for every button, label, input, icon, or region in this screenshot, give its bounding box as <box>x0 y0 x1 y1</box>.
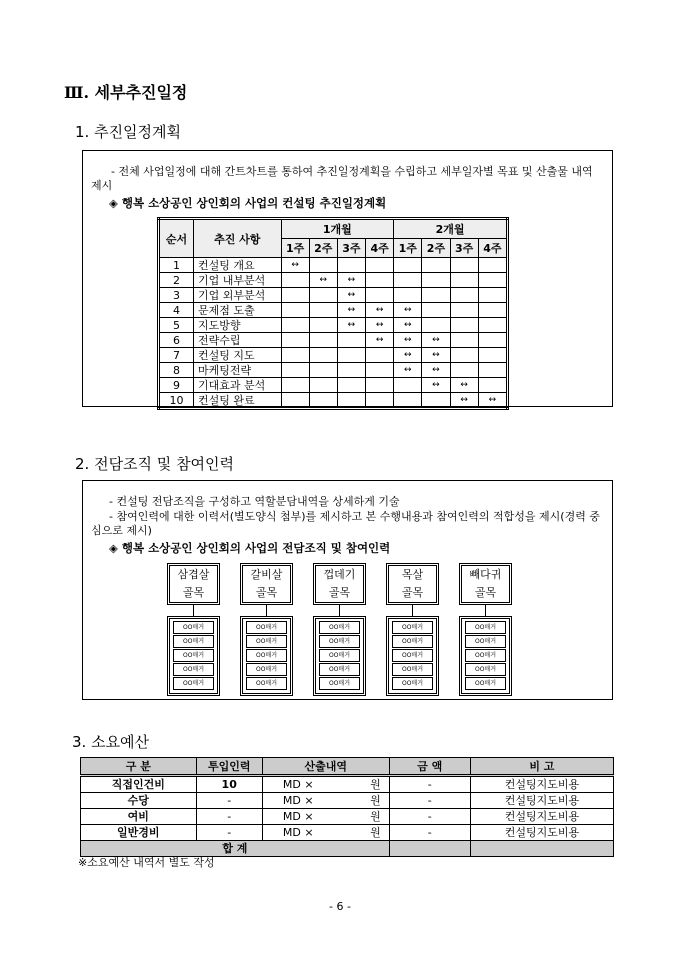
schedule-mark: ↔ <box>394 303 422 318</box>
table-row <box>159 393 508 409</box>
table-row <box>159 363 508 378</box>
schedule-cell <box>450 258 478 273</box>
org-member: OO매거 <box>465 677 506 690</box>
row-order: 10 <box>159 393 194 409</box>
schedule-cell <box>366 348 394 363</box>
budget-note: 컨설팅지도비용 <box>470 809 613 825</box>
schedule-cell <box>309 303 337 318</box>
section-title: Ⅲ. 세부추진일정 <box>64 83 188 102</box>
schedule-cell <box>422 258 450 273</box>
row-task: 기업 내부분석 <box>194 273 281 288</box>
org-member: OO매거 <box>392 621 433 634</box>
budget-calc-md: MD × <box>282 810 314 823</box>
schedule-mark: ↔ <box>366 333 394 348</box>
schedule-cell <box>450 333 478 348</box>
schedule-cell <box>478 288 507 303</box>
org-member: OO매거 <box>246 649 287 662</box>
budget-category: 일반경비 <box>81 825 197 841</box>
org-member: OO매거 <box>319 649 360 662</box>
org-unit-box <box>386 563 439 605</box>
row-order: 7 <box>159 348 194 363</box>
budget-calc-unit: 원 <box>370 794 381 807</box>
schedule-mark: ↔ <box>337 318 365 333</box>
row-task: 컨설팅 완료 <box>194 393 281 409</box>
org-member: OO매거 <box>319 677 360 690</box>
org-unit-box <box>313 563 366 605</box>
org-member: OO매거 <box>392 663 433 676</box>
table-row <box>159 273 508 288</box>
schedule-cell <box>281 348 309 363</box>
schedule-cell <box>366 393 394 409</box>
budget-table <box>80 757 614 857</box>
org-member: OO매거 <box>465 621 506 634</box>
schedule-cell <box>337 393 365 409</box>
org-chart-title: ◈ 행복 소상공인 상인회의 사업의 전담조직 및 참여인력 <box>109 541 391 555</box>
budget-total-note <box>470 841 613 857</box>
table-row <box>159 348 508 363</box>
org-unit-sub: 골목 <box>182 586 205 599</box>
org-member-list <box>313 616 366 696</box>
budget-input: 10 <box>196 776 262 793</box>
budget-calc <box>262 793 389 809</box>
budget-amount: - <box>389 809 470 825</box>
schedule-cell <box>422 318 450 333</box>
org-unit-name: 삼겹살 <box>177 568 210 581</box>
row-task: 기업 외부분석 <box>194 288 281 303</box>
budget-header: 산출내역 <box>262 758 389 776</box>
header-month1: 1개월 <box>281 219 394 239</box>
org-unit-name: 껍데기 <box>323 568 356 581</box>
row-order: 9 <box>159 378 194 393</box>
row-order: 2 <box>159 273 194 288</box>
row-task: 컨설팅 개요 <box>194 258 281 273</box>
schedule-cell <box>422 273 450 288</box>
schedule-mark: ↔ <box>394 348 422 363</box>
budget-header: 구 분 <box>81 758 197 776</box>
org-member-list <box>459 616 512 696</box>
table-row <box>159 318 508 333</box>
schedule-cell <box>394 258 422 273</box>
schedule-cell <box>394 273 422 288</box>
budget-amount: - <box>389 776 470 793</box>
org-unit-sub: 골목 <box>474 586 497 599</box>
org-unit-box <box>240 563 293 605</box>
budget-calc-unit: 원 <box>370 778 381 791</box>
org-member: OO매거 <box>319 621 360 634</box>
schedule-cell <box>281 273 309 288</box>
schedule-cell <box>450 318 478 333</box>
schedule-cell <box>337 333 365 348</box>
heading-organization: 2. 전담조직 및 참여인력 <box>75 455 235 473</box>
schedule-cell <box>450 288 478 303</box>
schedule-cell <box>366 363 394 378</box>
schedule-cell <box>337 363 365 378</box>
org-member: OO매거 <box>392 649 433 662</box>
org-connector <box>339 605 340 616</box>
org-member: OO매거 <box>173 663 214 676</box>
budget-total-label: 합 계 <box>81 841 390 857</box>
org-member: OO매거 <box>465 663 506 676</box>
schedule-mark: ↔ <box>366 318 394 333</box>
schedule-cell <box>478 318 507 333</box>
budget-header: 금 액 <box>389 758 470 776</box>
schedule-cell <box>309 348 337 363</box>
org-unit-name: 목살 <box>401 568 424 581</box>
budget-total-amount <box>389 841 470 857</box>
budget-calc <box>262 825 389 841</box>
row-task: 컨설팅 지도 <box>194 348 281 363</box>
budget-row <box>81 793 614 809</box>
schedule-cell <box>422 393 450 409</box>
row-order: 5 <box>159 318 194 333</box>
header-week: 2주 <box>422 239 450 258</box>
schedule-mark: ↔ <box>281 258 309 273</box>
budget-calc-md: MD × <box>282 778 314 791</box>
schedule-cell <box>478 303 507 318</box>
org-member: OO매거 <box>465 635 506 648</box>
org-description-1: - 컨설팅 전담조직을 구성하고 역할분담내역을 상세하게 기술 <box>109 495 400 508</box>
schedule-cell <box>394 288 422 303</box>
budget-calc-unit: 원 <box>370 810 381 823</box>
schedule-table-title: ◈ 행복 소상공인 상인회의 사업의 컨설팅 추진일정계획 <box>109 196 387 210</box>
org-unit-box <box>459 563 512 605</box>
header-task: 추진 사항 <box>194 219 281 258</box>
schedule-cell <box>309 333 337 348</box>
org-member-list <box>240 616 293 696</box>
table-row <box>159 288 508 303</box>
schedule-cell <box>309 363 337 378</box>
schedule-cell <box>394 393 422 409</box>
schedule-mark: ↔ <box>394 333 422 348</box>
org-connector <box>485 605 486 616</box>
schedule-cell <box>478 333 507 348</box>
budget-header: 투입인력 <box>196 758 262 776</box>
org-unit-name: 갈비살 <box>250 568 283 581</box>
header-week: 4주 <box>478 239 507 258</box>
header-week: 3주 <box>450 239 478 258</box>
row-order: 6 <box>159 333 194 348</box>
org-unit-sub: 골목 <box>255 586 278 599</box>
budget-input: - <box>196 825 262 841</box>
budget-category: 직접인건비 <box>81 776 197 793</box>
schedule-cell <box>450 303 478 318</box>
schedule-cell <box>366 273 394 288</box>
budget-calc-unit: 원 <box>370 826 381 839</box>
schedule-mark: ↔ <box>337 273 365 288</box>
schedule-mark: ↔ <box>422 378 450 393</box>
heading-schedule: 1. 추진일정계획 <box>75 123 182 141</box>
header-week: 1주 <box>281 239 309 258</box>
gantt-table <box>157 217 509 410</box>
schedule-cell <box>281 288 309 303</box>
schedule-mark: ↔ <box>394 318 422 333</box>
table-row <box>159 303 508 318</box>
budget-note: 컨설팅지도비용 <box>470 776 613 793</box>
row-order: 8 <box>159 363 194 378</box>
budget-footnote: ※소요예산 내역서 별도 작성 <box>78 856 215 869</box>
header-week: 1주 <box>394 239 422 258</box>
schedule-mark: ↔ <box>422 333 450 348</box>
budget-row <box>81 825 614 841</box>
org-member: OO매거 <box>319 635 360 648</box>
heading-budget: 3. 소요예산 <box>72 733 150 751</box>
header-month2: 2개월 <box>394 219 508 239</box>
schedule-cell <box>478 378 507 393</box>
org-description-2: - 참여인력에 대한 이력서(별도양식 첨부)를 제시하고 본 수행내용과 참여인력의 적합성을 제시(경력 중심으로 제시) <box>91 510 600 537</box>
schedule-mark: ↔ <box>422 363 450 378</box>
header-order: 순서 <box>159 219 194 258</box>
org-member: OO매거 <box>246 635 287 648</box>
budget-calc-md: MD × <box>282 794 314 807</box>
schedule-cell <box>281 333 309 348</box>
budget-calc <box>262 809 389 825</box>
budget-note: 컨설팅지도비용 <box>470 825 613 841</box>
budget-input: - <box>196 809 262 825</box>
budget-category: 여비 <box>81 809 197 825</box>
schedule-box <box>82 150 613 407</box>
schedule-mark: ↔ <box>422 348 450 363</box>
budget-header: 비 고 <box>470 758 613 776</box>
table-row <box>159 378 508 393</box>
org-member: OO매거 <box>173 677 214 690</box>
schedule-cell <box>478 258 507 273</box>
row-order: 1 <box>159 258 194 273</box>
schedule-cell <box>337 348 365 363</box>
org-member: OO매거 <box>392 635 433 648</box>
schedule-cell <box>309 288 337 303</box>
schedule-cell <box>478 363 507 378</box>
org-member-list <box>386 616 439 696</box>
schedule-cell <box>309 393 337 409</box>
schedule-cell <box>394 378 422 393</box>
header-week: 3주 <box>337 239 365 258</box>
org-member: OO매거 <box>173 635 214 648</box>
schedule-mark: ↔ <box>450 393 478 409</box>
schedule-cell <box>281 393 309 409</box>
row-task: 지도방향 <box>194 318 281 333</box>
org-member: OO매거 <box>173 649 214 662</box>
schedule-cell <box>366 288 394 303</box>
schedule-cell <box>309 258 337 273</box>
budget-category: 수당 <box>81 793 197 809</box>
org-connector <box>412 605 413 616</box>
row-order: 3 <box>159 288 194 303</box>
schedule-mark: ↔ <box>394 363 422 378</box>
schedule-cell <box>281 318 309 333</box>
header-week: 4주 <box>366 239 394 258</box>
budget-row <box>81 776 614 793</box>
row-task: 기대효과 분석 <box>194 378 281 393</box>
org-member: OO매거 <box>319 663 360 676</box>
table-row <box>159 333 508 348</box>
schedule-cell <box>281 378 309 393</box>
schedule-cell <box>422 303 450 318</box>
budget-row <box>81 809 614 825</box>
budget-input: - <box>196 793 262 809</box>
org-member: OO매거 <box>246 621 287 634</box>
org-connector <box>193 605 194 616</box>
budget-calc-md: MD × <box>282 826 314 839</box>
table-row <box>159 258 508 273</box>
budget-calc <box>262 776 389 793</box>
budget-note: 컨설팅지도비용 <box>470 793 613 809</box>
org-member-list <box>167 616 220 696</box>
schedule-cell <box>478 273 507 288</box>
row-task: 문제점 도출 <box>194 303 281 318</box>
schedule-cell <box>337 258 365 273</box>
row-task: 전략수립 <box>194 333 281 348</box>
schedule-cell <box>281 303 309 318</box>
org-connector <box>266 605 267 616</box>
org-unit-sub: 골목 <box>401 586 424 599</box>
schedule-mark: ↔ <box>366 303 394 318</box>
schedule-mark: ↔ <box>337 288 365 303</box>
org-unit-name: 빼다귀 <box>469 568 502 581</box>
schedule-cell <box>309 378 337 393</box>
row-order: 4 <box>159 303 194 318</box>
org-member: OO매거 <box>246 677 287 690</box>
schedule-cell <box>450 363 478 378</box>
org-member: OO매거 <box>173 621 214 634</box>
schedule-cell <box>366 258 394 273</box>
schedule-mark: ↔ <box>478 393 507 409</box>
row-task: 마케팅전략 <box>194 363 281 378</box>
header-week: 2주 <box>309 239 337 258</box>
schedule-cell <box>450 273 478 288</box>
org-member: OO매거 <box>246 663 287 676</box>
page-number: - 6 - <box>329 900 351 913</box>
organization-box <box>82 480 613 700</box>
budget-amount: - <box>389 825 470 841</box>
schedule-cell <box>281 363 309 378</box>
budget-amount: - <box>389 793 470 809</box>
org-member: OO매거 <box>392 677 433 690</box>
schedule-cell <box>478 348 507 363</box>
org-member: OO매거 <box>465 649 506 662</box>
schedule-mark: ↔ <box>309 273 337 288</box>
schedule-cell <box>337 378 365 393</box>
schedule-cell <box>309 318 337 333</box>
schedule-mark: ↔ <box>450 378 478 393</box>
schedule-cell <box>450 348 478 363</box>
schedule-mark: ↔ <box>337 303 365 318</box>
org-unit-sub: 골목 <box>328 586 351 599</box>
schedule-cell <box>366 378 394 393</box>
org-unit-box <box>167 563 220 605</box>
schedule-cell <box>422 288 450 303</box>
schedule-description: - 전체 사업일정에 대해 간트차트를 통하여 추진일정계획을 수립하고 세부일자별 목표 및 산출물 내역 제시 <box>91 165 593 192</box>
